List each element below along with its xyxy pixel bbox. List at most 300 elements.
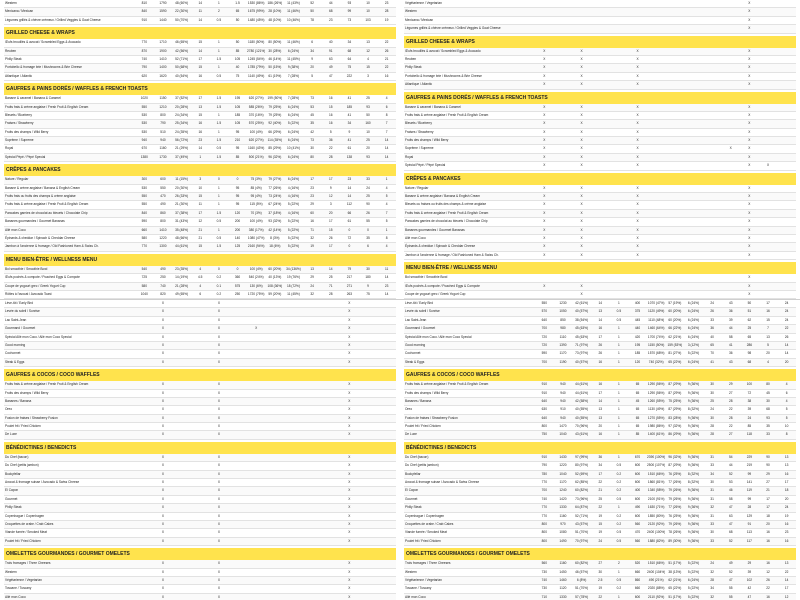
table-cell: [359, 496, 378, 503]
table-cell: [321, 334, 340, 341]
table-cell: 40: [710, 334, 714, 339]
table-cell: [377, 487, 396, 494]
table-cell: [377, 390, 396, 397]
table-cell: X: [161, 471, 165, 476]
table-cell: [321, 577, 340, 584]
table-cell: [228, 496, 247, 503]
table-cell: 2120 (92%): [647, 521, 665, 526]
panel-top-left-nutrition: [4, 0, 396, 300]
table-cell: [665, 201, 684, 208]
table-cell: [535, 17, 554, 24]
table-row: [404, 154, 796, 162]
table-cell: [247, 504, 266, 511]
table-cell: X: [580, 73, 583, 78]
table-cell: [172, 560, 191, 567]
item-name: Fruits frais & crème anglaise / Fresh Fruit & English Cream: [405, 210, 489, 215]
table-cell: X: [636, 185, 639, 190]
table-cell: [554, 137, 573, 144]
table-cell: [777, 8, 796, 15]
table-cell: 800: [541, 424, 547, 429]
table-cell: [247, 529, 266, 536]
table-cell: 21 (30%): [175, 202, 189, 207]
table-cell: X: [580, 252, 583, 257]
table-cell: 800: [160, 219, 166, 224]
table-cell: [172, 529, 191, 536]
table-cell: 8 (3%): [270, 235, 280, 240]
table-cell: 3: [199, 177, 202, 182]
table-cell: 34: [347, 121, 352, 126]
table-cell: 102: [746, 577, 753, 582]
table-cell: X: [217, 521, 220, 526]
table-cell: 35: [766, 424, 770, 429]
table-cell: 51 (70%): [575, 586, 589, 591]
table-cell: [665, 73, 684, 80]
table-row: [4, 577, 396, 585]
table-cell: [172, 471, 191, 478]
item-name: Allé mon Coco: [5, 227, 26, 232]
table-cell: 63: [328, 56, 333, 61]
table-cell: 1: [217, 65, 220, 70]
table-cell: [247, 560, 266, 567]
table-cell: 19: [598, 513, 603, 518]
table-cell: [665, 252, 684, 259]
table-cell: [359, 325, 378, 332]
table-cell: X: [161, 407, 165, 412]
table-cell: 73 (24%): [268, 194, 282, 199]
table-cell: 77 (26%): [668, 505, 682, 510]
table-cell: 120: [234, 210, 241, 215]
table-cell: [135, 529, 154, 536]
item-name: Good morning: [5, 342, 26, 347]
table-cell: [359, 585, 378, 592]
table-cell: 20: [598, 424, 603, 429]
table-cell: [359, 350, 378, 357]
table-cell: X: [580, 65, 583, 70]
table-cell: [777, 291, 796, 298]
table-cell: [247, 513, 266, 520]
table-cell: 13: [784, 463, 789, 468]
table-cell: [377, 308, 396, 315]
table-cell: 560: [634, 521, 641, 526]
table-cell: [265, 423, 284, 430]
table-cell: [284, 529, 303, 536]
table-cell: [135, 479, 154, 486]
table-cell: [759, 201, 778, 208]
table-cell: [703, 104, 722, 111]
table-cell: [554, 218, 573, 225]
item-name: El Capon: [405, 488, 419, 493]
table-cell: X: [636, 202, 639, 207]
table-cell: 600: [634, 471, 641, 476]
table-cell: 27: [766, 480, 770, 485]
item-name: Oreo: [405, 407, 413, 412]
table-cell: 1450: [559, 569, 567, 574]
table-cell: X: [748, 185, 751, 190]
table-cell: 24 (35%): [175, 129, 189, 134]
table-cell: X: [161, 505, 165, 510]
table-cell: 0.2: [616, 471, 622, 476]
item-name: Bol smoothie / Smoothie Bowl: [5, 266, 48, 271]
table-cell: [359, 334, 378, 341]
table-cell: [647, 227, 666, 234]
table-cell: 100 (4%): [249, 266, 263, 271]
table-cell: 24: [784, 301, 789, 305]
table-cell: 78: [310, 17, 314, 22]
panel-top-right-allergens: [404, 0, 796, 300]
table-cell: 93 (32%): [268, 219, 282, 224]
table-cell: 1: [217, 194, 220, 199]
table-cell: [284, 350, 303, 357]
table-cell: 1: [617, 326, 620, 331]
table-cell: 219: [746, 463, 753, 468]
table-cell: 30: [598, 569, 603, 574]
table-cell: X: [636, 48, 639, 53]
table-cell: [591, 81, 610, 88]
table-cell: [228, 317, 247, 324]
table-cell: [191, 504, 210, 511]
table-cell: 50: [310, 9, 314, 14]
table-cell: 72: [747, 390, 752, 395]
table-cell: 2100 (91%): [647, 496, 665, 501]
table-cell: 840: [141, 210, 147, 215]
table-cell: 81 (27%): [668, 351, 682, 356]
table-cell: 31: [710, 496, 714, 501]
table-cell: [321, 521, 340, 528]
table-cell: 119: [746, 488, 752, 493]
item-name: Du Chef (petits jambon): [5, 463, 39, 468]
table-cell: 490: [160, 202, 166, 207]
table-cell: [647, 48, 666, 55]
table-cell: 138: [346, 154, 353, 159]
table-cell: X: [766, 163, 770, 168]
table-cell: [684, 243, 703, 250]
table-cell: [665, 154, 684, 161]
table-cell: [247, 585, 266, 592]
table-cell: 24: [784, 309, 789, 314]
table-cell: 6: [385, 104, 388, 109]
table-cell: [172, 325, 191, 332]
table-cell: [135, 300, 154, 307]
table-cell: X: [636, 235, 639, 240]
table-cell: [359, 479, 378, 486]
table-cell: 19 (76%): [286, 275, 300, 280]
table-cell: 63: [728, 513, 733, 518]
item-name: Légumes grillés & chèvre crémeux / Grilled Veggies & Goat Cheese: [405, 26, 501, 31]
table-cell: [610, 56, 629, 63]
table-cell: X: [580, 104, 583, 109]
item-name: Végétarienne / Vegetarian: [405, 577, 442, 582]
table-cell: [647, 235, 666, 242]
table-cell: 20 (28%): [175, 104, 189, 109]
table-cell: [721, 154, 740, 161]
table-cell: 130 (6%): [249, 283, 263, 288]
table-cell: 14: [198, 1, 203, 5]
table-cell: 0.2: [616, 521, 622, 526]
table-row: [404, 73, 796, 81]
table-cell: 1: [617, 454, 620, 459]
table-cell: X: [348, 342, 351, 347]
table-cell: 22: [598, 505, 603, 510]
table-cell: [610, 137, 629, 144]
table-cell: [777, 25, 796, 32]
table-cell: 0: [367, 227, 369, 232]
table-cell: X: [543, 65, 546, 70]
table-cell: [721, 291, 740, 298]
table-cell: [777, 81, 796, 88]
table-cell: [647, 8, 666, 15]
item-name: Atlantique / Atlantic: [5, 73, 33, 78]
table-cell: 20: [784, 496, 789, 501]
table-cell: [721, 56, 740, 63]
item-name: Trois fromages / Three Cheeses: [5, 561, 51, 566]
item-name: Philly Steak: [405, 505, 422, 510]
table-cell: 33: [766, 432, 770, 437]
table-cell: [610, 162, 629, 169]
table-cell: 1850 (80%): [647, 513, 665, 518]
table-cell: 1170: [559, 480, 567, 485]
table-cell: 6 (24%): [687, 334, 700, 339]
table-cell: 50 (70%): [175, 17, 189, 22]
table-cell: 1.5: [235, 1, 240, 5]
table-cell: [191, 462, 210, 469]
table-cell: 9 (36%): [687, 505, 700, 510]
table-cell: [591, 185, 610, 192]
table-cell: 54: [728, 454, 733, 459]
table-cell: 33: [710, 463, 714, 468]
table-cell: 4: [385, 244, 388, 249]
table-cell: X: [748, 291, 751, 296]
item-name: Avocat & fromage suisse / Avocado & Swiss Cheese: [405, 480, 480, 485]
table-cell: 61: [347, 219, 352, 224]
table-cell: 5 (22%): [287, 219, 300, 224]
table-cell: [359, 487, 378, 494]
table-cell: 17: [310, 177, 314, 182]
table-cell: 5 (22%): [687, 561, 700, 566]
table-row: [404, 496, 796, 504]
table-cell: [265, 585, 284, 592]
table-cell: [135, 398, 154, 405]
table-cell: [777, 145, 796, 152]
table-cell: X: [580, 202, 583, 207]
table-cell: [647, 193, 666, 200]
table-cell: [228, 342, 247, 349]
table-cell: X: [348, 513, 351, 518]
table-cell: [265, 308, 284, 315]
table-cell: 1: [617, 382, 620, 387]
table-cell: 730: [541, 569, 547, 574]
table-cell: 16: [598, 326, 603, 331]
table-cell: 52: [310, 1, 314, 5]
table-cell: 540 (24%): [248, 275, 264, 280]
table-cell: 49 (65%): [175, 291, 189, 296]
table-cell: 0.1: [216, 283, 222, 288]
table-cell: 68: [728, 530, 733, 535]
table-cell: 0.5: [216, 73, 222, 78]
table-cell: 40: [235, 65, 240, 70]
table-cell: [591, 252, 610, 259]
table-cell: 300: [141, 177, 147, 182]
table-cell: 0: [217, 266, 220, 271]
table-cell: X: [748, 202, 751, 207]
table-cell: [721, 218, 740, 225]
table-cell: 22: [784, 326, 789, 331]
table-cell: [703, 154, 722, 161]
table-cell: 9 (36%): [687, 432, 700, 437]
table-row: [4, 235, 396, 243]
table-cell: 2020 (88%): [647, 586, 665, 591]
table-cell: [665, 210, 684, 217]
table-cell: [303, 513, 322, 520]
table-cell: [172, 406, 191, 413]
table-cell: 79 (25%): [268, 104, 282, 109]
table-cell: [591, 162, 610, 169]
table-cell: 21 (28%): [175, 283, 189, 288]
table-cell: 16: [766, 309, 770, 314]
table-cell: [777, 252, 796, 259]
table-cell: 1110: [559, 334, 567, 339]
table-cell: [284, 398, 303, 405]
table-cell: 1040: [140, 291, 148, 296]
table-cell: 1160: [559, 561, 567, 566]
table-cell: X: [580, 129, 583, 134]
table-cell: X: [636, 138, 639, 143]
table-cell: 970: [560, 521, 566, 526]
item-name: Viande fumée / Smoked Meat: [405, 530, 447, 535]
table-cell: [377, 398, 396, 405]
table-cell: 620 (27%): [248, 138, 264, 143]
table-cell: 40 (57%): [575, 309, 589, 314]
table-cell: 15: [328, 227, 333, 232]
table-row: [4, 504, 396, 512]
table-cell: 13: [766, 334, 770, 339]
table-cell: 17: [784, 586, 789, 591]
table-cell: 95: [235, 129, 240, 134]
table-row: [404, 162, 796, 170]
table-cell: [647, 112, 666, 119]
item-name: Copenhague / Copenhagen: [5, 513, 45, 518]
table-cell: 21 (29%): [175, 146, 189, 151]
table-cell: 1160 (43%): [248, 146, 265, 151]
table-cell: [554, 104, 573, 111]
table-cell: 1: [617, 359, 620, 364]
table-cell: 14 (19%): [175, 275, 189, 280]
table-cell: 14: [384, 138, 389, 143]
table-cell: 2780 (121%): [247, 48, 266, 53]
table-cell: X: [543, 104, 546, 109]
table-cell: 52 (69%): [575, 471, 589, 476]
table-cell: [321, 342, 340, 349]
table-cell: 9 (36%): [687, 390, 700, 395]
table-cell: 46 (57%): [575, 569, 589, 574]
table-cell: 71 (97%): [575, 342, 589, 347]
table-cell: 6 (24%): [287, 138, 300, 143]
table-cell: 9 (36%): [687, 530, 700, 535]
table-cell: 58: [728, 496, 733, 501]
table-cell: [647, 25, 666, 32]
item-name: Œufs pochés & compote / Poached Eggs & Compote: [405, 283, 480, 288]
table-cell: X: [748, 219, 751, 224]
table-cell: 15: [198, 65, 203, 70]
table-cell: 1: [617, 398, 620, 403]
table-cell: 79 (26%): [668, 496, 682, 501]
table-cell: [172, 487, 191, 494]
table-cell: X: [161, 454, 165, 459]
table-cell: 12: [198, 219, 203, 224]
item-name: Croquettes de crabe / Crab Cakes: [5, 521, 54, 526]
table-row: [4, 521, 396, 529]
table-cell: 28: [728, 398, 733, 403]
table-cell: 11: [198, 202, 202, 207]
table-cell: 95: [235, 185, 240, 190]
table-cell: X: [217, 398, 220, 403]
table-cell: 9: [311, 56, 313, 61]
table-row: [4, 8, 396, 16]
table-cell: 31: [710, 488, 714, 493]
table-cell: [647, 218, 666, 225]
table-cell: 6 (24%): [287, 177, 300, 182]
table-cell: 520: [634, 561, 641, 566]
table-row: [4, 431, 396, 439]
table-cell: [591, 137, 610, 144]
item-name: Jambon à l'ancienne & fromage / Old Fashioned Ham & Swiss Ch.: [5, 244, 99, 249]
table-cell: [284, 471, 303, 478]
table-cell: 185: [234, 112, 241, 117]
table-cell: 91: [328, 48, 333, 53]
table-cell: 17: [766, 505, 770, 510]
table-cell: 770: [541, 480, 547, 485]
table-cell: 12: [366, 48, 370, 53]
section-header: OMELETTES GOURMANDES / GOURMET OMELETS: [404, 548, 796, 560]
item-name: Lac Saint-Jean: [5, 317, 27, 322]
table-cell: 28: [747, 505, 752, 510]
table-cell: 24: [710, 407, 714, 412]
table-cell: X: [580, 194, 583, 199]
table-cell: 0.5: [216, 17, 222, 22]
table-cell: [303, 496, 322, 503]
table-cell: 1240: [559, 488, 567, 493]
table-cell: 380 (17%): [248, 227, 264, 232]
table-cell: [321, 569, 340, 576]
table-cell: 38: [747, 398, 752, 403]
table-row: [4, 513, 396, 521]
table-cell: [377, 406, 396, 413]
table-cell: [777, 112, 796, 119]
table-cell: 42 (14%): [268, 227, 282, 232]
table-cell: 14: [347, 194, 352, 199]
table-cell: [610, 17, 629, 24]
table-cell: 1430: [559, 454, 567, 459]
table-cell: 5 (22%): [687, 351, 700, 356]
table-cell: 17: [766, 496, 770, 501]
table-cell: 5: [785, 415, 788, 420]
table-cell: X: [348, 496, 351, 501]
item-name: Nature / Regular: [405, 185, 429, 190]
table-cell: [247, 471, 266, 478]
table-cell: [684, 193, 703, 200]
table-cell: 75 (25%): [668, 398, 682, 403]
table-row: [4, 569, 396, 577]
table-cell: [172, 415, 191, 422]
table-cell: [377, 359, 396, 366]
table-cell: [759, 17, 778, 24]
table-cell: [284, 487, 303, 494]
table-cell: 15: [766, 317, 770, 322]
table-cell: X: [543, 202, 546, 207]
table-cell: [135, 415, 154, 422]
table-cell: 77 (26%): [268, 185, 282, 190]
table-cell: 23: [784, 530, 789, 535]
table-cell: [647, 56, 666, 63]
